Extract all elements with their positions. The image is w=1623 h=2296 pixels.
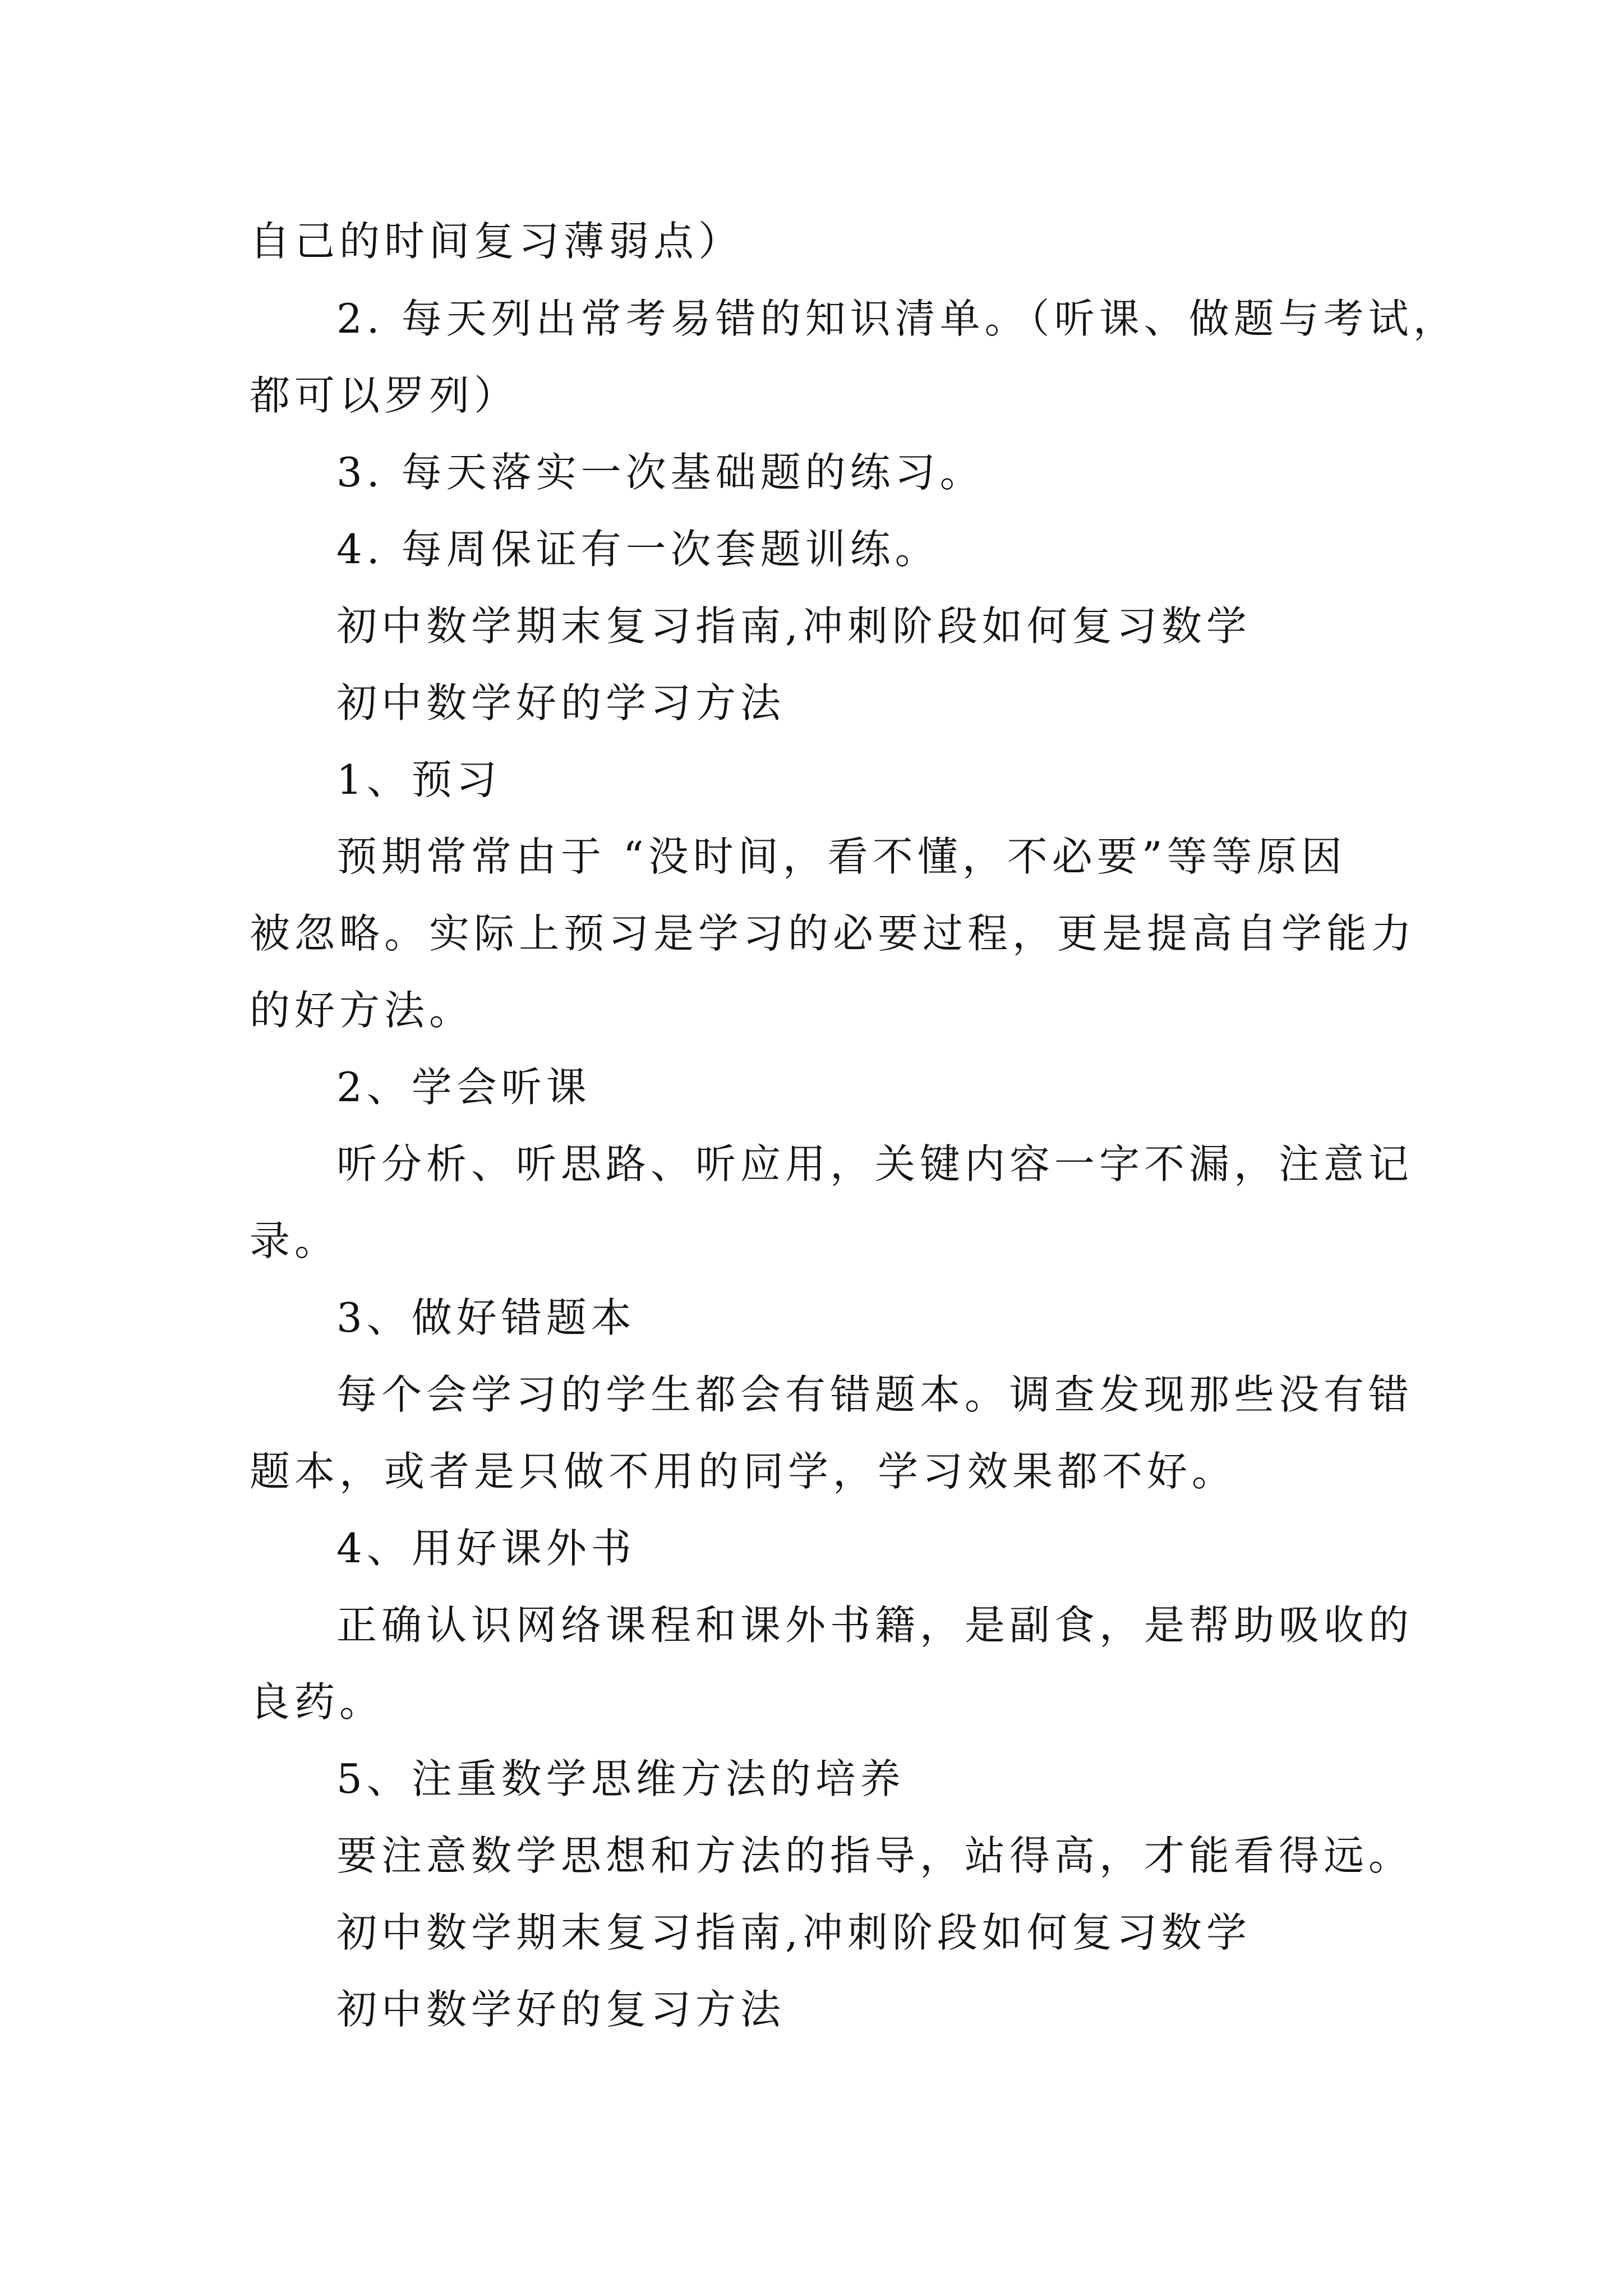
list-item: 3. 每天落实一次基础题的练习。 [336, 449, 985, 496]
paragraph-line: 每个会学习的学生都会有错题本。调查发现那些没有错 [336, 1371, 1414, 1418]
paragraph-line: 题本，或者是只做不用的同学，学习效果都不好。 [250, 1448, 1237, 1495]
section-heading: 5、注重数学思维方法的培养 [336, 1755, 905, 1802]
text-line: 都可以罗列） [250, 372, 519, 419]
paragraph-line: 良药。 [250, 1678, 385, 1726]
paragraph-line: 录。 [250, 1217, 340, 1264]
paragraph-line: 听分析、听思路、听应用，关键内容一字不漏，注意记 [336, 1140, 1414, 1188]
paragraph-line: 要注意数学思想和方法的指导，站得高，才能看得远。 [336, 1832, 1414, 1879]
section-heading: 2、学会听课 [336, 1064, 591, 1111]
heading-line: 初中数学好的学习方法 [336, 679, 786, 726]
paragraph-line: 被忽略。实际上预习是学习的必要过程，更是提高自学能力 [250, 910, 1417, 957]
paragraph-line: 的好方法。 [250, 987, 474, 1034]
heading-line: 初中数学好的复习方法 [336, 1986, 786, 2033]
paragraph-line: 预期常常由于 “没时间，看不懂，不必要”等等原因 [336, 833, 1347, 880]
paragraph-line: 正确认识网络课程和课外书籍，是副食，是帮助吸收的 [336, 1602, 1414, 1649]
text-line: 自己的时间复习薄弱点） [250, 218, 744, 265]
heading-line: 初中数学期末复习指南,冲刺阶段如何复习数学 [336, 1909, 1251, 1956]
list-item: 4. 每周保证有一次套题训练。 [336, 526, 940, 573]
heading-line: 初中数学期末复习指南,冲刺阶段如何复习数学 [336, 602, 1251, 650]
section-heading: 1、预习 [336, 756, 501, 803]
section-heading: 3、做好错题本 [336, 1294, 636, 1341]
list-item: 2. 每天列出常考易错的知识清单。（听课、做题与考试， [336, 295, 1458, 342]
section-heading: 4、用好课外书 [336, 1525, 636, 1572]
